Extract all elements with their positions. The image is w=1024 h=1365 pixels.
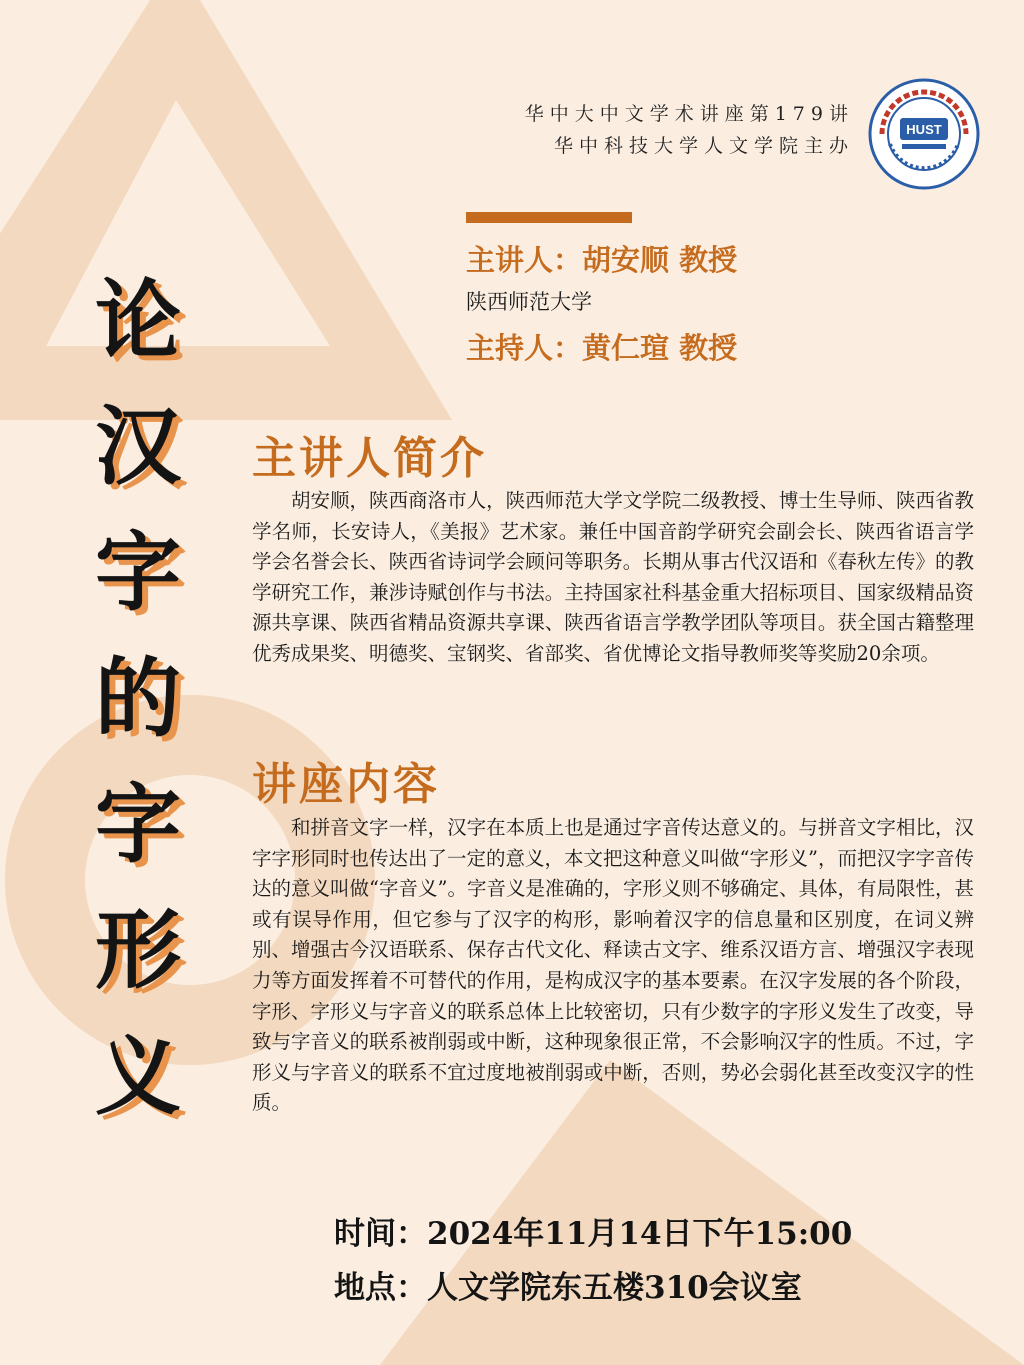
title-char: 义 (95, 1026, 181, 1127)
speaker-affiliation: 陕西师范大学 (466, 290, 592, 314)
title-char: 字 (95, 522, 181, 623)
speaker-block (466, 238, 737, 370)
bio-paragraph: 胡安顺，陕西商洛市人，陕西师范大学文学院二级教授、博士生导师、陕西省教学名师，长安诗人，《美报》艺术家。兼任中国音韵学研究会副会长、陕西省语言学学会名誉会长、陕西省诗词学会顾问等职务。长期从事古代汉语和《春秋左传》的教学研究工作，兼涉诗赋创作与书法。主持国家社科基金重大招标项目、国家级精品资源共享课、陕西省精品资源共享课、陕西省语言学教学团队等项目。获全国古籍整理优秀成果奖、明德奖、宝钢奖、省部奖、省优博论文指导教师奖等奖励20余项。 (252, 489, 974, 665)
lecture-header (525, 98, 854, 162)
title-char: 字 (95, 774, 181, 875)
vertical-title (88, 258, 188, 1140)
organizer-line: 华中科技大学人文学院主办 (553, 135, 854, 157)
university-logo (868, 78, 980, 190)
event-time: 时间：2024年11月14日下午15:00 (334, 1216, 853, 1252)
accent-bar (466, 212, 632, 223)
title-char: 的 (95, 648, 181, 749)
content-heading: 讲座内容 (252, 759, 440, 810)
event-place: 地点：人文学院东五楼310会议室 (334, 1270, 802, 1306)
title-char: 形 (95, 900, 181, 1001)
speaker-line: 主讲人：胡安顺 教授 (466, 243, 738, 277)
title-char: 论 (95, 270, 181, 371)
content-paragraph: 和拼音文字一样，汉字在本质上也是通过字音传达意义的。与拼音文字相比，汉字字形同时也传达出了一定的意义，本文把这种意义叫做“字形义”，而把汉字字音传达的意义叫做“字音义”。字音义是准确的，字形义则不够确定、具体，有局限性，甚或有误导作用，但它参与了汉字的构形，影响着汉字的信息量和区别度，在词义辨别、增强古今汉语联系、保存古代文化、释读古文字、维系汉语方言、增强汉字表现力等方面发挥着不可替代的作用，是构成汉字的基本要素。在汉字发展的各个阶段，字形、字形义与字音义的联系总体上比较密切，只有少数字的字形义发生了改变，导致与字音义的联系被削弱或中断，这种现象很正常，不会影响汉字的性质。不过，字形义与字音义的联系不宜过度地被削弱或中断，否则，势必会弱化甚至改变汉字的性质。 (252, 816, 974, 1115)
triangle-outline-shape (0, 0, 452, 420)
host-line: 主持人：黄仁瑄 教授 (466, 331, 738, 365)
lecture-series-line: 华中大中文学术讲座第179讲 (524, 103, 854, 125)
bio-heading: 主讲人简介 (252, 433, 487, 484)
svg-text:HUST: HUST (906, 122, 942, 137)
title-char: 汉 (95, 396, 181, 497)
